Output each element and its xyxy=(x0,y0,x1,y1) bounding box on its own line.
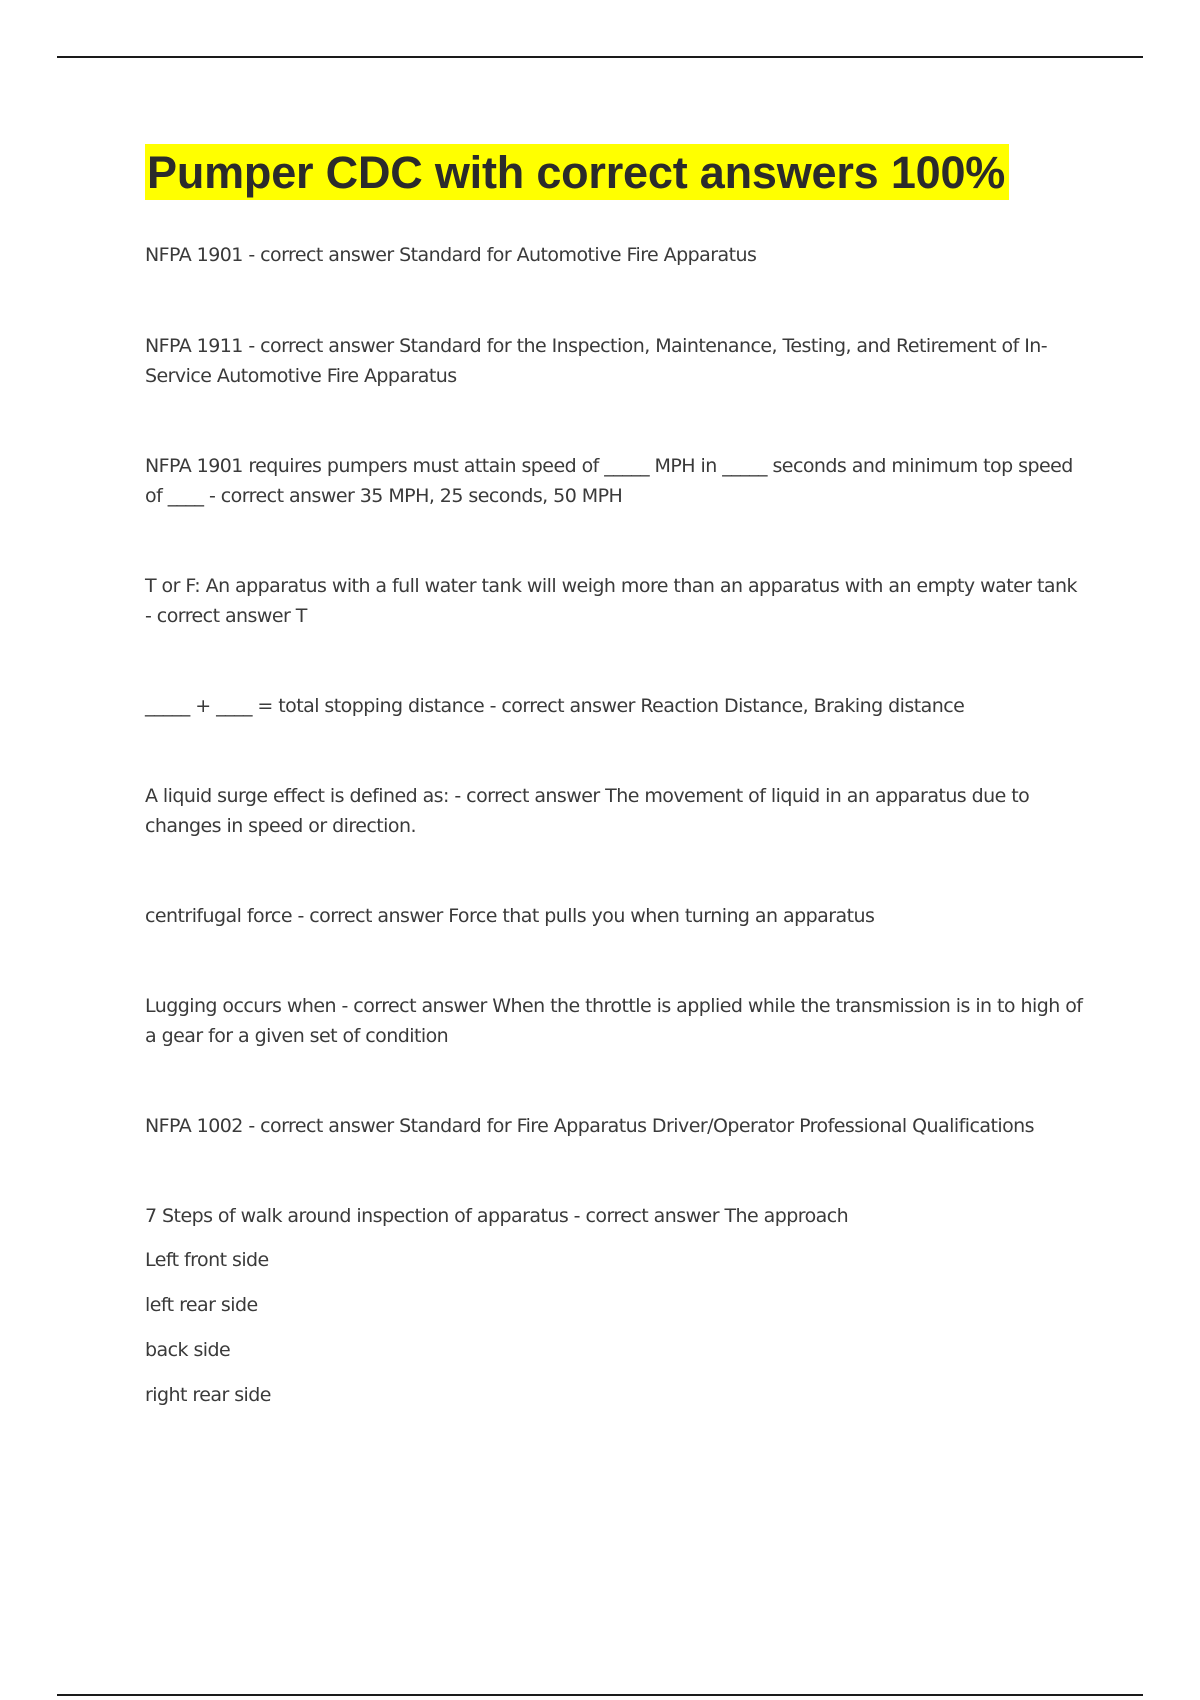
qa-entry: A liquid surge effect is defined as: - correct answer The movement of liquid in an apparatus due to changes in speed or direction. xyxy=(145,785,1030,837)
walkaround-step: right rear side xyxy=(145,1384,271,1406)
document-title: Pumper CDC with correct answers 100% xyxy=(145,144,1009,200)
walkaround-step: back side xyxy=(145,1339,231,1361)
qa-entry: Lugging occurs when - correct answer When the throttle is applied while the transmission is in to high of a gear for a given set of condition xyxy=(145,995,1083,1047)
qa-entry: centrifugal force - correct answer Force that pulls you when turning an apparatus xyxy=(145,905,875,927)
walkaround-step: Left front side xyxy=(145,1249,269,1271)
bottom-rule xyxy=(57,1694,1143,1696)
qa-entry: 7 Steps of walk around inspection of apparatus - correct answer The approach xyxy=(145,1205,849,1227)
qa-entry: _____ + ____ = total stopping distance - correct answer Reaction Distance, Braking distance xyxy=(145,695,965,717)
walkaround-step: left rear side xyxy=(145,1294,258,1316)
qa-entry: NFPA 1901 requires pumpers must attain speed of _____ MPH in _____ seconds and minimum top speed of ____ - correct answer 35 MPH, 25 seconds, 50 MPH xyxy=(145,455,1073,507)
qa-entry: T or F: An apparatus with a full water tank will weigh more than an apparatus with an empty water tank - correct answer T xyxy=(145,575,1077,627)
document-body xyxy=(145,144,1085,1425)
qa-entry: NFPA 1911 - correct answer Standard for the Inspection, Maintenance, Testing, and Retirement of In-Service Automotive Fire Apparatus xyxy=(145,335,1048,387)
walkaround-steps-list xyxy=(145,1245,1085,1410)
top-rule xyxy=(57,56,1143,58)
qa-list xyxy=(145,240,1085,1410)
qa-entry: NFPA 1002 - correct answer Standard for Fire Apparatus Driver/Operator Professional Qualifications xyxy=(145,1115,1035,1137)
qa-entry: NFPA 1901 - correct answer Standard for Automotive Fire Apparatus xyxy=(145,244,757,266)
